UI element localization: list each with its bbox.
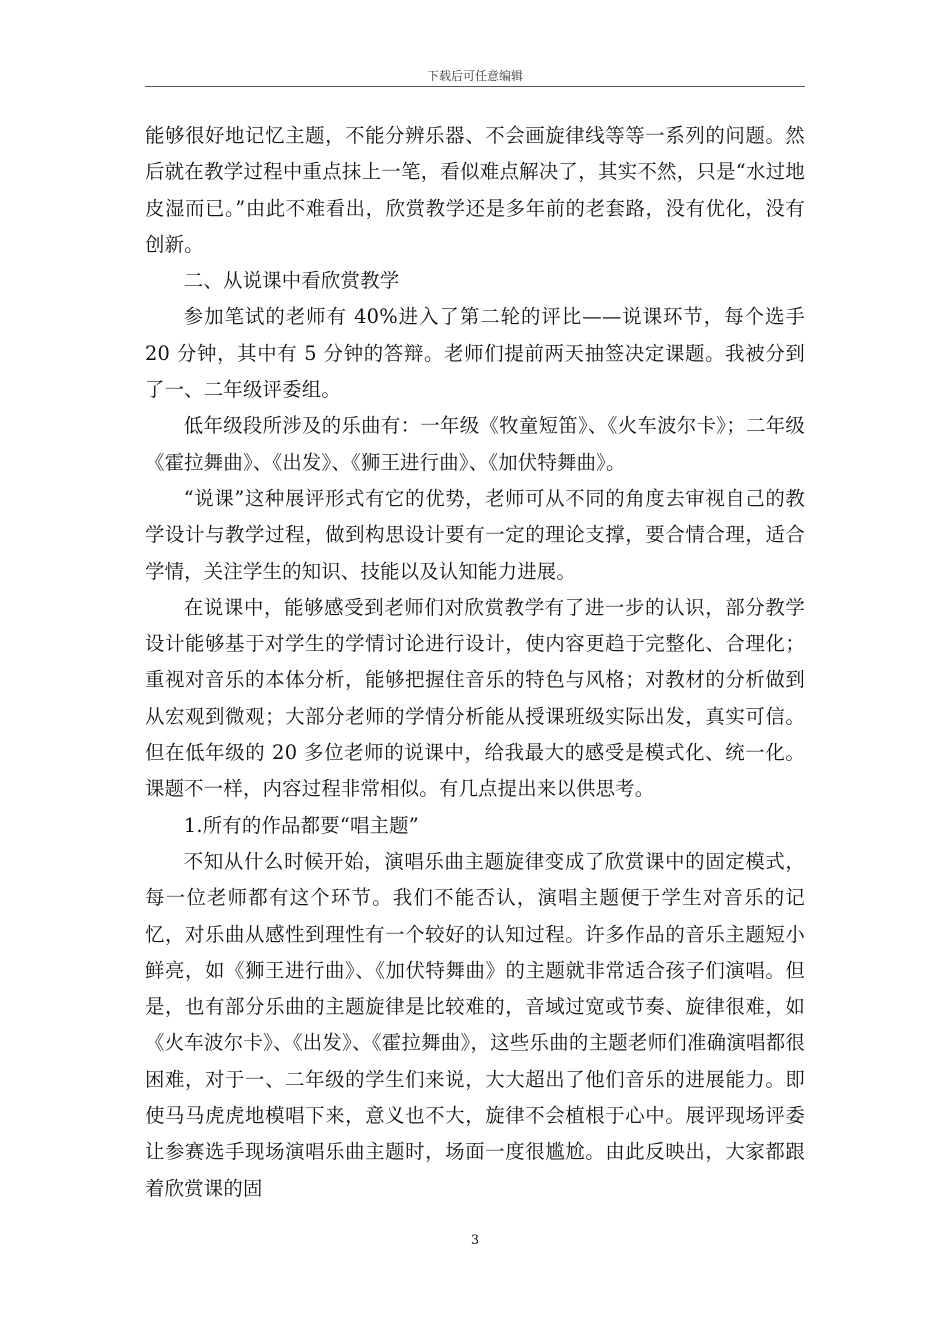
body-paragraph: 低年级段所涉及的乐曲有：一年级《牧童短笛》、《火车波尔卡》；二年级《霍拉舞曲》、《出发》、《狮王进行曲》、《加伏特舞曲》。 (145, 414, 805, 474)
page-header: 下载后可任意编辑 (426, 69, 523, 83)
body-paragraph: 在说课中，能够感受到老师们对欣赏教学有了进一步的认识，部分教学设计能够基于对学生的学情讨论进行设计，使内容更趋于完整化、合理化；重视对音乐的本体分析，能够把握住音乐的特色与风格；对教材的分析做到从宏观到微观；大部分老师的学情分析能从授课班级实际出发，真实可信。但在低年级的 20 多位老师的说课中，给我最大的感受是模式化、统一化。课题不一样，内容过程非常相似。有几点提出来以供思考。 (145, 595, 805, 801)
document-body (145, 118, 805, 1207)
header-divider (145, 86, 805, 87)
page-number: 3 (470, 1233, 480, 1248)
subsection-heading: 1.所有的作品都要“唱主题” (183, 813, 419, 837)
body-paragraph: 能够很好地记忆主题，不能分辨乐器、不会画旋律线等等一系列的问题。然后就在教学过程中重点抹上一笔，看似难点解决了，其实不然，只是“水过地皮湿而已。”由此不难看出，欣赏教学还是多年前的老套路，没有优化，没有创新。 (145, 124, 805, 256)
body-paragraph: 参加笔试的老师有 40%进入了第二轮的评比——说课环节，每个选手 20 分钟，其中有 5 分钟的答辩。老师们提前两天抽签决定课题。我被分到了一、二年级评委组。 (145, 305, 805, 402)
body-paragraph: “说课”这种展评形式有它的优势，老师可从不同的角度去审视自己的教学设计与教学过程，做到构思设计要有一定的理论支撑，要合情合理，适合学情，关注学生的知识、技能以及认知能力进展。 (145, 486, 805, 583)
body-paragraph: 不知从什么时候开始，演唱乐曲主题旋律变成了欣赏课中的固定模式，每一位老师都有这个环节。我们不能否认，演唱主题便于学生对音乐的记忆，对乐曲从感性到理性有一个较好的认知过程。许多作品的音乐主题短小鲜亮，如《狮王进行曲》、《加伏特舞曲》的主题就非常适合孩子们演唱。但是，也有部分乐曲的主题旋律是比较难的，音域过宽或节奏、旋律很难，如《火车波尔卡》、《出发》、《霍拉舞曲》，这些乐曲的主题老师们准确演唱都很困难，对于一、二年级的学生们来说，大大超出了他们音乐的进展能力。即使马马虎虎地模唱下来，意义也不大，旋律不会植根于心中。展评现场评委让参赛选手现场演唱乐曲主题时，场面一度很尴尬。由此反映出，大家都跟着欣赏课的固 (145, 849, 805, 1200)
section-heading: 二、从说课中看欣赏教学 (183, 269, 400, 293)
